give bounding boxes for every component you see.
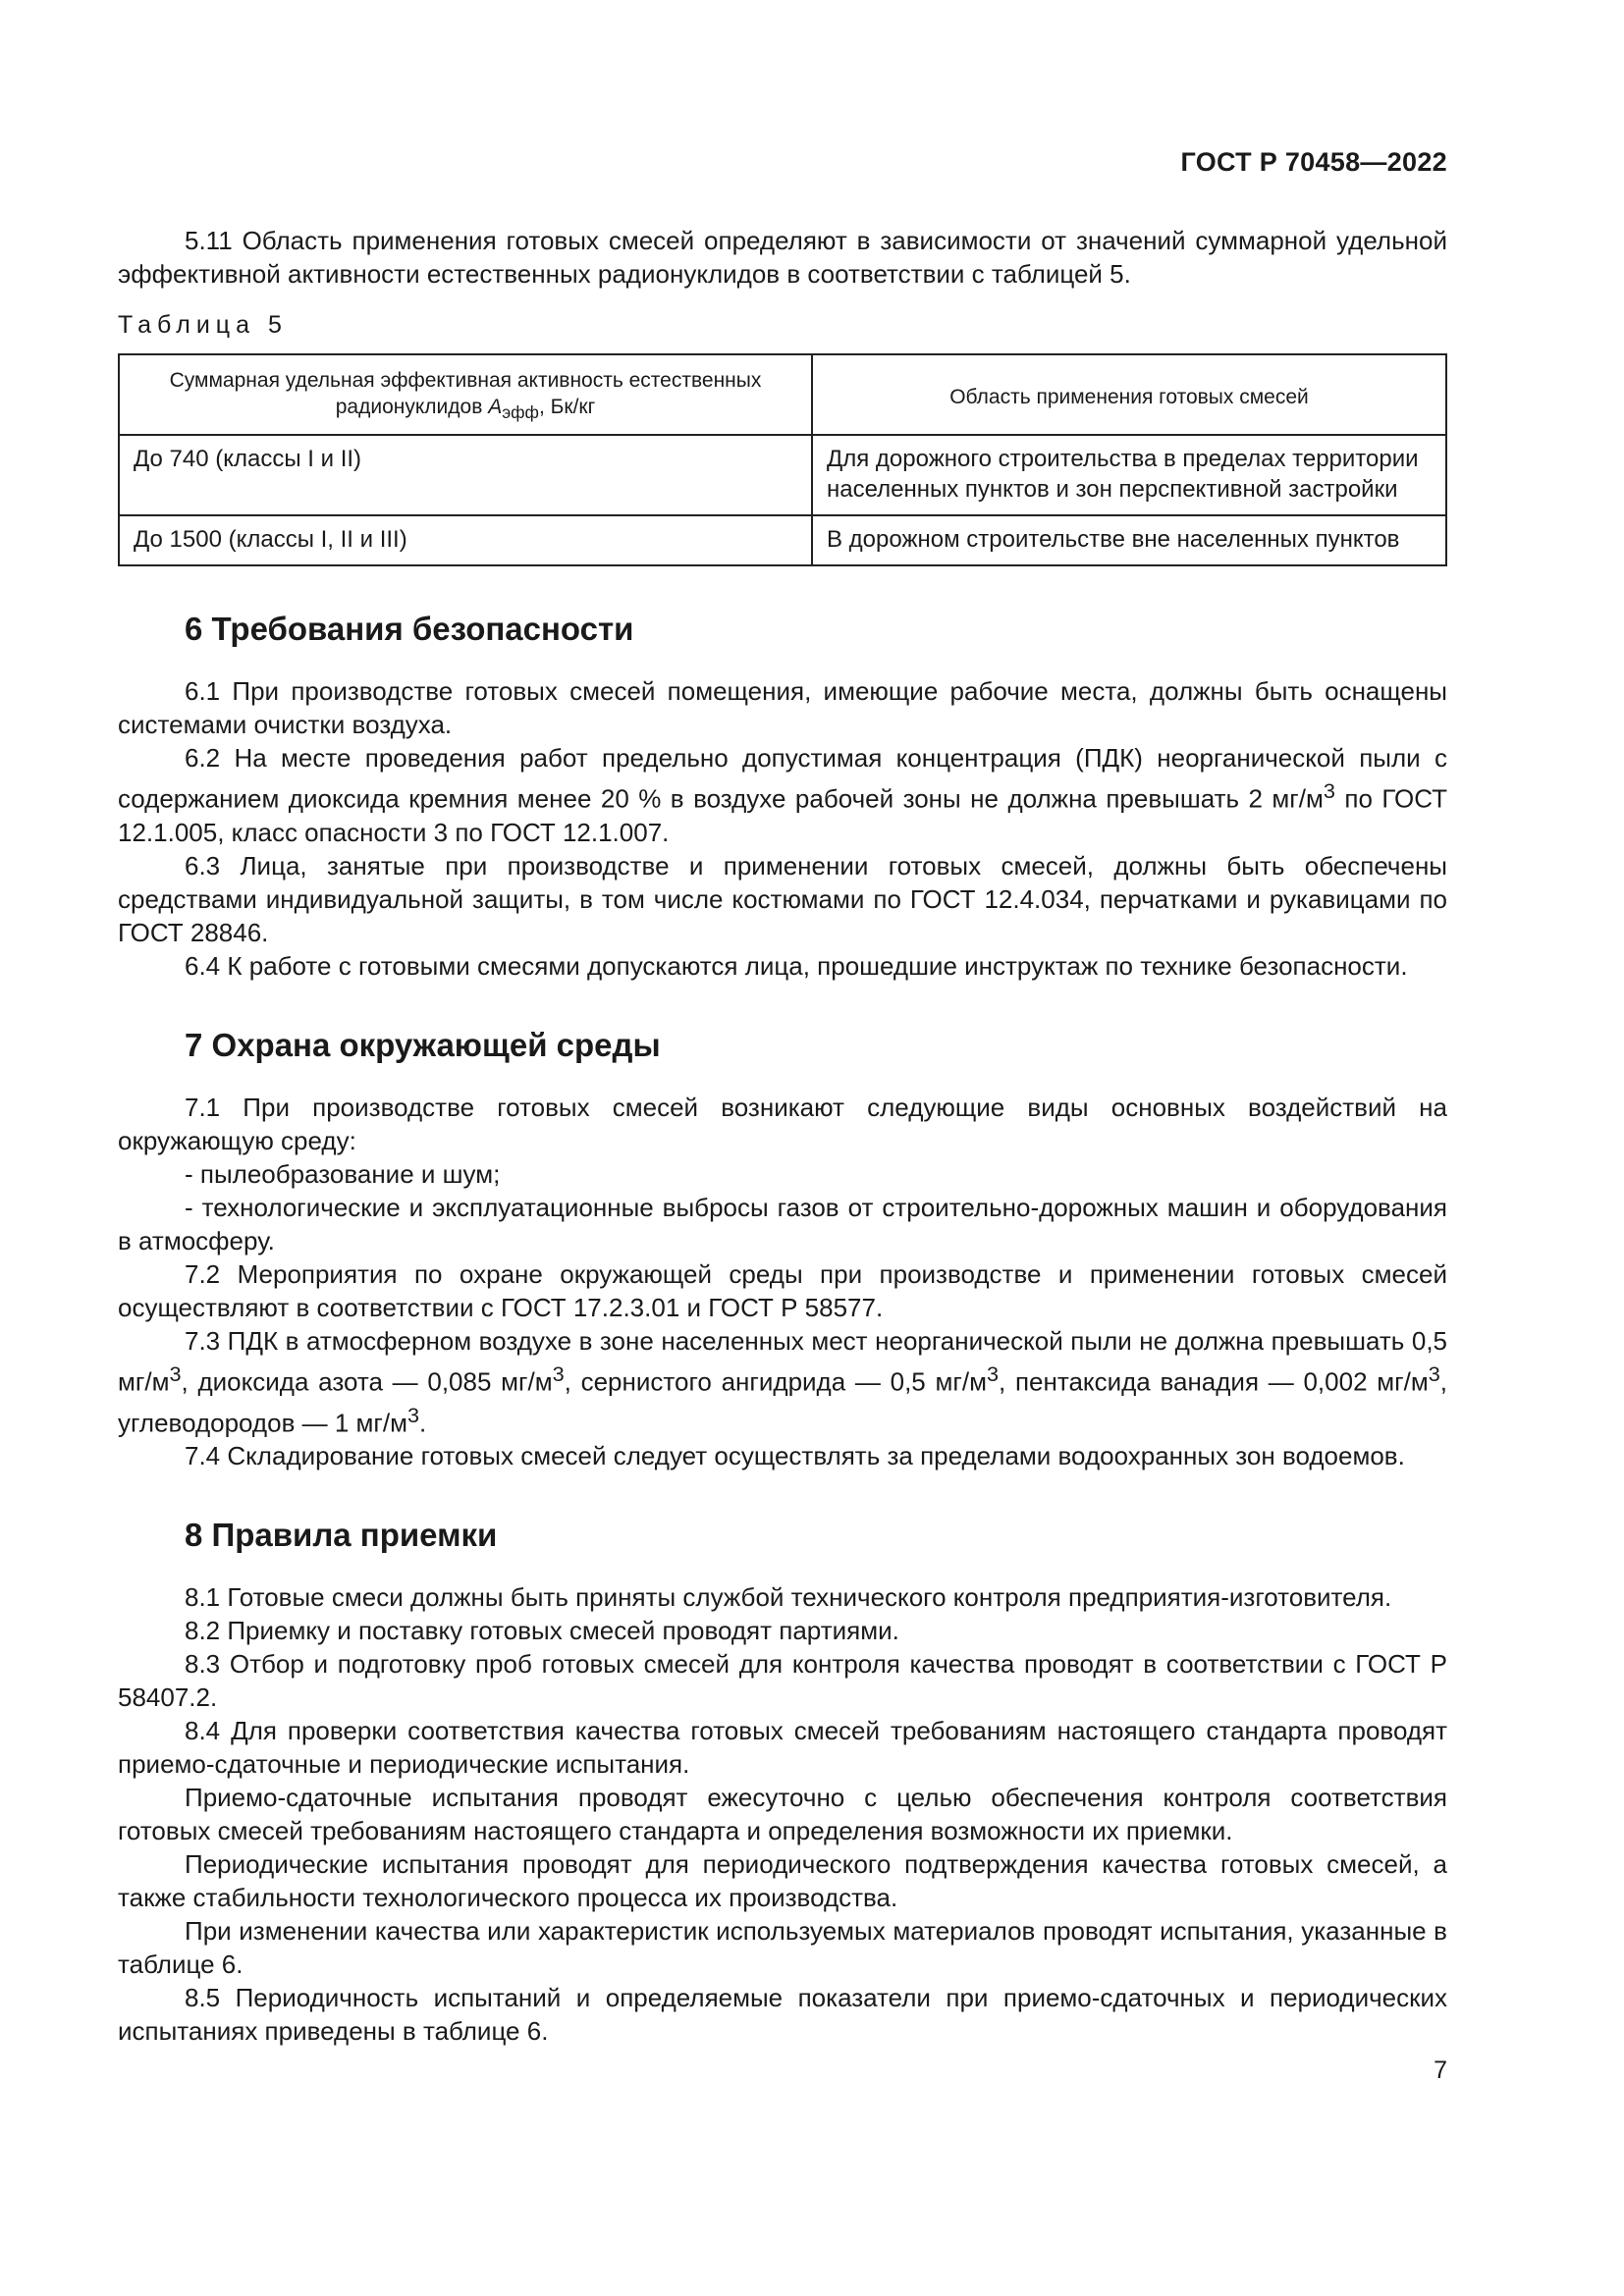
table-header-row xyxy=(119,354,1446,435)
paragraph-6-3: 6.3 Лица, занятые при производстве и применении готовых смесей, должны быть обеспечены средствами индивидуальной защиты, в том числе костюмами по ГОСТ 12.4.034, перчатками и рукавицами по ГОСТ 28846. xyxy=(118,850,1447,947)
paragraph-8-5: 8.5 Периодичность испытаний и определяемые показатели при приемо-сдаточных и периодических испытаниях приведены в таблице 6. xyxy=(118,1983,1447,2047)
page-number: 7 xyxy=(1434,2056,1447,2084)
cell-application: В дорожном строительстве вне населенных пунктов xyxy=(812,515,1446,565)
paragraph-7-1: 7.1 При производстве готовых смесей возникают следующие виды основных воздействий на окружающую среду: xyxy=(118,1092,1447,1155)
paragraph-8-4-change: При изменении качества или характеристик используемых материалов проводят испытания, указанные в таблице 6. xyxy=(118,1916,1447,1980)
cell-activity: До 1500 (классы I, II и III) xyxy=(119,515,812,565)
table-5 xyxy=(118,353,1447,566)
section-6-heading: 6 Требования безопасности xyxy=(185,611,634,648)
paragraph-8-4-acceptance: Приемо-сдаточные испытания проводят ежесуточно с целью обеспечения контроля соответствия готовых смесей требованиям настоящего стандарта и определения возможности их приемки. xyxy=(118,1783,1447,1846)
col-header-application: Область применения готовых смесей xyxy=(812,354,1446,435)
cell-activity: До 740 (классы I и II) xyxy=(119,435,812,515)
paragraph-6-4: 6.4 К работе с готовыми смесями допускаются лица, прошедшие инструктаж по технике безопасности. xyxy=(185,950,1408,981)
col-header-activity: Суммарная удельная эффективная активность естественных радионуклидов $A_{эфф}$, Бк/кг xyxy=(119,354,812,435)
table-row xyxy=(119,435,1446,515)
table-5-caption: Таблица 5 xyxy=(118,311,288,339)
paragraph-8-1: 8.1 Готовые смеси должны быть приняты службой технического контроля предприятия-изготовителя. xyxy=(185,1582,1392,1613)
paragraph-5-11: 5.11 Область применения готовых смесей определяют в зависимости от значений суммарной удельной эффективной активности естественных радионуклидов в соответствии с таблицей 5. xyxy=(118,226,1447,289)
cell-application: Для дорожного строительства в пределах территории населенных пунктов и зон перспективной застройки xyxy=(812,435,1446,515)
list-item: - пылеобразование и шум; xyxy=(185,1158,501,1189)
page-content xyxy=(118,224,1447,2048)
paragraph-8-4-periodic: Периодические испытания проводят для периодического подтверждения качества готовых смесей, а также стабильности технологического процесса их производства. xyxy=(118,1849,1447,1913)
section-8-heading: 8 Правила приемки xyxy=(185,1517,498,1554)
paragraph-8-4: 8.4 Для проверки соответствия качества готовых смесей требованиям настоящего стандарта проводят приемо-сдаточные и периодические испытания. xyxy=(118,1716,1447,1780)
paragraph-7-3: 7.3 ПДК в атмосферном воздухе в зоне населенных мест неорганической пыли не должна превышать 0,5 $мг/м^3$, диоксида азота — 0,085 $мг/м^3$, сернистого ангидрида — 0,5 $мг/м^3$, пентаксида ванадия — 0,002 $мг/м^3$, углеводородов — 1 $мг/м^3$. xyxy=(118,1325,1447,1438)
table-row xyxy=(119,515,1446,565)
section-7-heading: 7 Охрана окружающей среды xyxy=(185,1026,661,1063)
document-code: ГОСТ Р 70458—2022 xyxy=(1180,147,1447,177)
paragraph-6-1: 6.1 При производстве готовых смесей помещения, имеющие рабочие места, должны быть оснащены системами очистки воздуха. xyxy=(118,676,1447,740)
list-item: - технологические и эксплуатационные выбросы газов от строительно-дорожных машин и оборудования в атмосферу. xyxy=(118,1192,1447,1255)
paragraph-6-2: 6.2 На месте проведения работ предельно допустимая концентрация (ПДК) неорганической пыли с содержанием диоксида кремния менее 20 % в воздухе рабочей зоны не должна превышать 2 $мг/м^3$ по ГОСТ 12.1.005, класс опасности 3 по ГОСТ 12.1.007. xyxy=(118,743,1447,847)
paragraph-8-3: 8.3 Отбор и подготовку проб готовых смесей для контроля качества проводят в соответствии с ГОСТ Р 58407.2. xyxy=(118,1649,1447,1713)
paragraph-7-2: 7.2 Мероприятия по охране окружающей среды при производстве и применении готовых смесей осуществляют в соответствии с ГОСТ 17.2.3.01 и ГОСТ Р 58577. xyxy=(118,1258,1447,1322)
paragraph-8-2: 8.2 Приемку и поставку готовых смесей проводят партиями. xyxy=(185,1616,899,1646)
paragraph-7-4: 7.4 Складирование готовых смесей следует осуществлять за пределами водоохранных зон водоемов. xyxy=(185,1441,1405,1471)
